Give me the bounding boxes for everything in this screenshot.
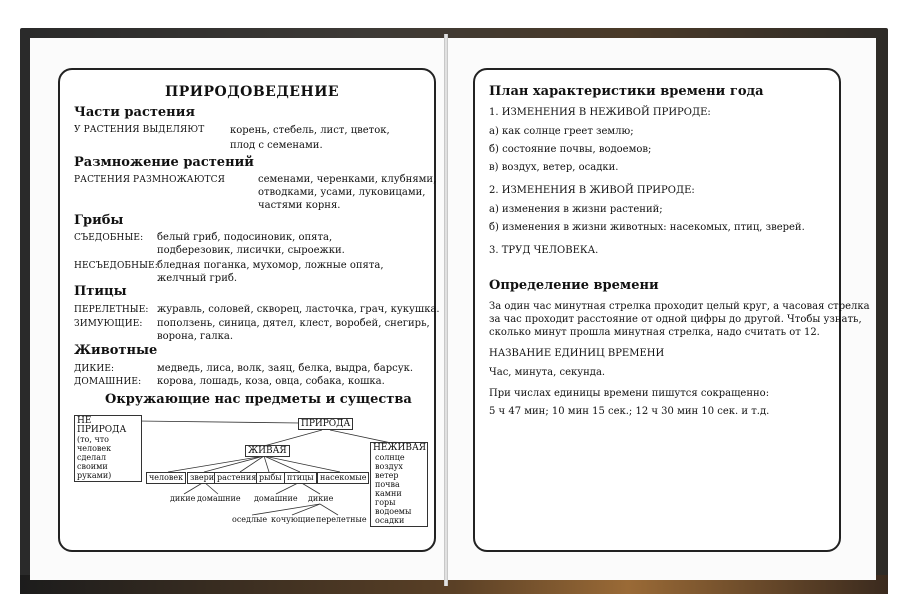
section-1-title: 1. ИЗМЕНЕНИЯ В НЕЖИВОЙ ПРИРОДЕ: <box>489 107 711 118</box>
living-item-plants: растения <box>214 472 259 484</box>
section-2-title: 2. ИЗМЕНЕНИЯ В ЖИВОЙ ПРИРОДЕ: <box>489 185 695 196</box>
edible-line-2: подберезовик, лисички, сыроежки. <box>157 245 345 256</box>
nonliving-box <box>370 442 428 527</box>
wintering-line-2: ворона, галка. <box>157 331 234 342</box>
section-3-title: 3. ТРУД ЧЕЛОВЕКА. <box>489 245 599 256</box>
section-1-b: б) состояние почвы, водоемов; <box>489 144 652 155</box>
time-paragraph-1: За один час минутная стрелка проходит целый круг, а часовая стрелка <box>489 301 870 312</box>
book-spine <box>444 34 448 586</box>
edible-line-1: белый гриб, подосиновик, опята, <box>157 232 333 243</box>
living-item-birds: птицы <box>284 472 317 484</box>
birds-wild: дикие <box>308 494 334 503</box>
abbreviation-intro: При числах единицы времени пишутся сокращенно: <box>489 388 770 399</box>
living-item-beasts: звери <box>187 472 217 484</box>
wintering-line-1: поползень, синица, дятел, клест, воробей, снегирь, <box>157 318 430 329</box>
nonliving-item: воздух <box>375 462 403 471</box>
birds-nomadic: кочующие <box>271 515 316 524</box>
reproduction-label: РАСТЕНИЯ РАЗМНОЖАЮТСЯ <box>74 175 226 185</box>
living-item-fish: рыбы <box>256 472 285 484</box>
reproduction-line-3: частями корня. <box>258 200 341 211</box>
parts-line-1: корень, стебель, лист, цветок, <box>230 125 390 136</box>
wintering-label: ЗИМУЮЩИЕ: <box>74 319 143 329</box>
units-heading: НАЗВАНИЕ ЕДИНИЦ ВРЕМЕНИ <box>489 348 665 359</box>
section-1-c: в) воздух, ветер, осадки. <box>489 162 619 173</box>
nonliving-item: осадки <box>375 516 405 525</box>
birds-domestic: домашние <box>254 494 298 503</box>
not-nature-desc-3: руками) <box>77 471 112 480</box>
beasts-wild: дикие <box>170 494 196 503</box>
reproduction-line-1: семенами, черенками, клубнями, <box>258 174 437 185</box>
beasts-domestic: домашние <box>197 494 241 503</box>
domestic-list: корова, лошадь, коза, овца, собака, кошка. <box>157 376 385 387</box>
parts-line-2: плод с семенами. <box>230 140 323 151</box>
season-plan-heading: План характеристики времени года <box>489 84 764 99</box>
nonliving-item: камни <box>375 489 402 498</box>
wild-label: ДИКИЕ: <box>74 364 115 374</box>
diagram-heading: Окружающие нас предметы и существа <box>105 392 412 407</box>
section-1-a: а) как солнце греет землю; <box>489 126 634 137</box>
parts-heading: Части растения <box>74 105 195 120</box>
inedible-label: НЕСЪЕДОБНЫЕ: <box>74 261 158 271</box>
inedible-line-2: желчный гриб. <box>157 273 238 284</box>
nature-node: ПРИРОДА <box>298 418 353 430</box>
nonliving-title: НЕЖИВАЯ <box>373 443 427 453</box>
not-nature-desc-1: (то, что человек <box>77 435 112 453</box>
parts-label: У РАСТЕНИЯ ВЫДЕЛЯЮТ <box>74 125 205 135</box>
nonliving-item: солнце <box>375 453 405 462</box>
inedible-line-1: бледная поганка, мухомор, ложные опята, <box>157 260 384 271</box>
edible-label: СЪЕДОБНЫЕ: <box>74 233 144 243</box>
section-2-b: б) изменения в жизни животных: насекомых, птиц, зверей. <box>489 222 805 233</box>
wild-list: медведь, лиса, волк, заяц, белка, выдра, барсук. <box>157 363 414 374</box>
time-paragraph-2: за час проходит расстояние от одной цифры до другой. Чтобы узнать, <box>489 314 862 325</box>
units-list: Час, минута, секунда. <box>489 367 606 378</box>
not-nature-title: НЕ ПРИРОДА <box>77 416 127 435</box>
reproduction-heading: Размножение растений <box>74 155 254 170</box>
domestic-label: ДОМАШНИЕ: <box>74 377 142 387</box>
reproduction-line-2: отводками, усами, луковицами, <box>258 187 426 198</box>
migratory-list: журавль, соловей, скворец, ласточка, грач, кукушка. <box>157 304 440 315</box>
time-paragraph-3: сколько минут прошла минутная стрелка, надо считать от 12. <box>489 327 820 338</box>
animals-heading: Животные <box>74 343 158 358</box>
mushrooms-heading: Грибы <box>74 213 124 228</box>
birds-migratory: перелетные <box>316 515 367 524</box>
nonliving-item: горы <box>375 498 396 507</box>
nonliving-item: водоемы <box>375 507 412 516</box>
birds-heading: Птицы <box>74 284 127 299</box>
living-item-human: человек <box>146 472 186 484</box>
not-nature-desc-2: сделал своими <box>77 453 108 471</box>
section-2-a: а) изменения в жизни растений; <box>489 204 663 215</box>
migratory-label: ПЕРЕЛЕТНЫЕ: <box>74 305 149 315</box>
not-nature-box <box>74 415 142 482</box>
time-heading: Определение времени <box>489 278 659 293</box>
birds-sedentary: оседлые <box>232 515 268 524</box>
nonliving-item: почва <box>375 480 400 489</box>
living-item-insects: насекомые <box>317 472 369 484</box>
living-node: ЖИВАЯ <box>245 445 290 457</box>
page-title: ПРИРОДОВЕДЕНИЕ <box>165 84 340 100</box>
nonliving-item: ветер <box>375 471 399 480</box>
abbreviation-examples: 5 ч 47 мин; 10 мин 15 сек.; 12 ч 30 мин 10 сек. и т.д. <box>489 406 770 417</box>
